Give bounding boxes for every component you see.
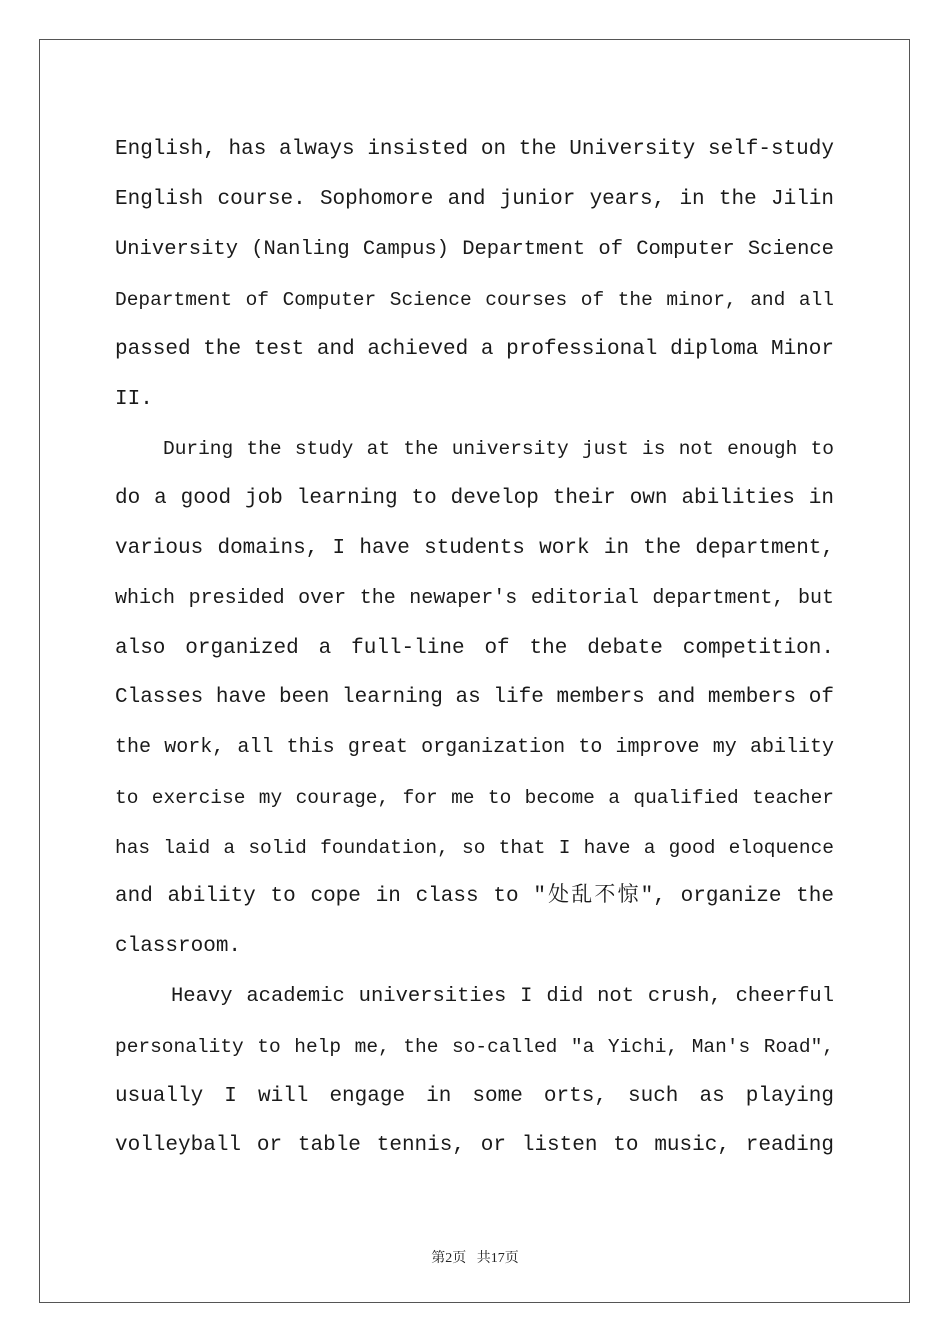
text-line: volleyball or table tennis, or listen to music, reading: [115, 1134, 834, 1157]
text-line: personality to help me, the so-called "a Yichi, Man's Road",: [115, 1036, 834, 1058]
text-line: usually I will engage in some orts, such as playing: [115, 1085, 834, 1108]
text-line: to exercise my courage, for me to become a qualified teacher: [115, 787, 834, 809]
text-line: the work, all this great organization to improve my ability: [115, 736, 834, 759]
text-line: Department of Computer Science courses of the minor, and all: [115, 289, 834, 311]
page-footer: [0, 1247, 950, 1267]
text-line: English, has always insisted on the University self-study: [115, 138, 834, 161]
text-line: II.: [115, 388, 153, 411]
text-line: do a good job learning to develop their own abilities in: [115, 487, 834, 510]
text-line: also organized a full-line of the debate competition.: [115, 637, 834, 660]
paragraph-first-line: During the study at the university just is not enough to: [163, 438, 834, 460]
page-border: [39, 39, 910, 1303]
text-line: which presided over the newaper's editorial department, but: [115, 587, 834, 610]
text-line: passed the test and achieved a professional diploma Minor: [115, 338, 834, 361]
paragraph-first-line: Heavy academic universities I did not crush, cheerful: [171, 985, 834, 1008]
text-line: has laid a solid foundation, so that I have a good eloquence: [115, 837, 834, 859]
text-line: various domains, I have students work in the department,: [115, 537, 834, 560]
text-line: Classes have been learning as life members and members of: [115, 686, 834, 709]
page-number: 第2页: [431, 1251, 467, 1266]
text-line: English course. Sophomore and junior years, in the Jilin: [115, 188, 834, 211]
text-line: University (Nanling Campus) Department of Computer Science: [115, 238, 834, 261]
page-total: 共17页: [476, 1251, 519, 1266]
text-line: classroom.: [115, 935, 242, 958]
text-line: and ability to cope in class to "处乱不惊", organize the: [115, 885, 834, 908]
